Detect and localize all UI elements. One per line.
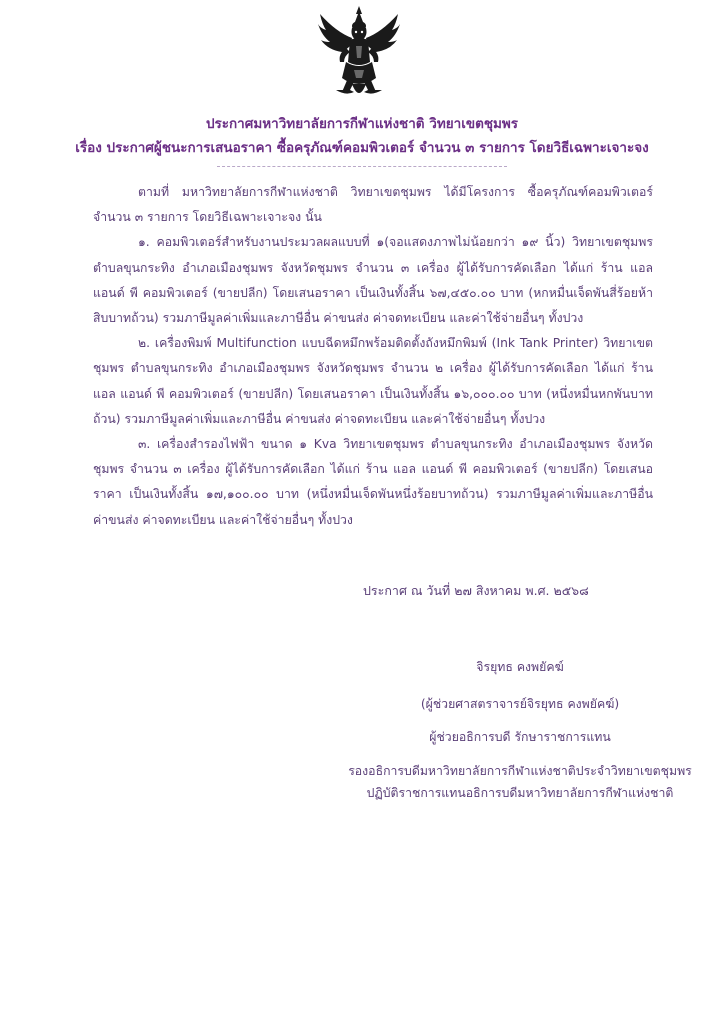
signatory-position-1: รองอธิการบดีมหาวิทยาลัยการกีฬาแห่งชาติประจำวิทยาเขตชุมพร [348,764,692,778]
signatory-position-2: ปฏิบัติราชการแทนอธิการบดีมหาวิทยาลัยการกีฬาแห่งชาติ [366,786,674,800]
intro-paragraph: ตามที่ มหาวิทยาลัยการกีฬาแห่งชาติ วิทยาเขตชุมพร ได้มีโครงการ ซื้อครุภัณฑ์คอมพิวเตอร์ จำนวน ๓ รายการ โดยวิธีเฉพาะเจาะจง นั้น [93,185,653,225]
signatory-full-name: (ผู้ช่วยศาสตราจารย์จิรยุทธ คงพยัคฆ์) [420,697,620,711]
announcement-title: ประกาศมหาวิทยาลัยการกีฬาแห่งชาติ วิทยาเขตชุมพร [205,116,519,132]
signatory-acting-title: ผู้ช่วยอธิการบดี รักษาราชการแทน [429,730,611,744]
announcement-body [93,180,653,533]
announcement-date: ประกาศ ณ วันที่ ๒๗ สิงหาคม พ.ศ. ๒๕๖๘ [363,583,589,598]
item-3-paragraph: ๓. เครื่องสำรองไฟฟ้า ขนาด ๑ Kva วิทยาเขตชุมพร ตำบลขุนกระทิง อำเภอเมืองชุมพร จังหวัดชุมพร จำนวน ๓ เครื่อง ผู้ได้รับการคัดเลือก ได้แก่ ร้าน แอล แอนด์ พี คอมพิวเตอร์ (ขายปลีก) โดยเสนอราคา เป็นเงินทั้งสิ้น ๑๗,๑๐๐.๐๐ บาท (หนึ่งหมื่นเจ็ดพันหนึ่งร้อยบาทถ้วน) รวมภาษีมูลค่าเพิ่มและภาษีอื่น ค่าขนส่ง ค่าจดทะเบียน และค่าใช้จ่ายอื่นๆ ทั้งปวง [93,437,653,527]
signatory-name: จิรยุทธ คงพยัคฆ์ [476,660,564,674]
garuda-emblem-icon [316,4,402,104]
item-2-paragraph: ๒. เครื่องพิมพ์ Multifunction แบบฉีดหมึกพร้อมติดตั้งถังหมึกพิมพ์ (Ink Tank Printer) วิทยาเขตชุมพร ตำบลขุนกระทิง อำเภอเมืองชุมพร จังหวัดชุมพร จำนวน ๒ เครื่อง ผู้ได้รับการคัดเลือก ได้แก่ ร้าน แอล แอนด์ พี คอมพิวเตอร์ (ขายปลีก) โดยเสนอราคา เป็นเงินทั้งสิ้น ๑๖,๐๐๐.๐๐ บาท (หนึ่งหมื่นหกพันบาทถ้วน) รวมภาษีมูลค่าเพิ่มและภาษีอื่น ค่าขนส่ง ค่าจดทะเบียน และค่าใช้จ่ายอื่นๆ ทั้งปวง [93,336,653,426]
announcement-subject: เรื่อง ประกาศผู้ชนะการเสนอราคา ซื้อครุภัณฑ์คอมพิวเตอร์ จำนวน ๓ รายการ โดยวิธีเฉพาะเจาะจง [75,140,649,156]
item-1-paragraph: ๑. คอมพิวเตอร์สำหรับงานประมวลผลแบบที่ ๑(จอแสดงภาพไม่น้อยกว่า ๑๙ นิ้ว) วิทยาเขตชุมพร ตำบลขุนกระทิง อำเภอเมืองชุมพร จังหวัดชุมพร จำนวน ๓ เครื่อง ผู้ได้รับการคัดเลือก ได้แก่ ร้าน แอล แอนด์ พี คอมพิวเตอร์ (ขายปลีก) โดยเสนอราคา เป็นเงินทั้งสิ้น ๖๗,๔๕๐.๐๐ บาท (หกหมื่นเจ็ดพันสี่ร้อยห้าสิบบาทถ้วน) รวมภาษีมูลค่าเพิ่มและภาษีอื่น ค่าขนส่ง ค่าจดทะเบียน และค่าใช้จ่ายอื่นๆ ทั้งปวง [93,235,653,326]
divider [217,166,507,167]
